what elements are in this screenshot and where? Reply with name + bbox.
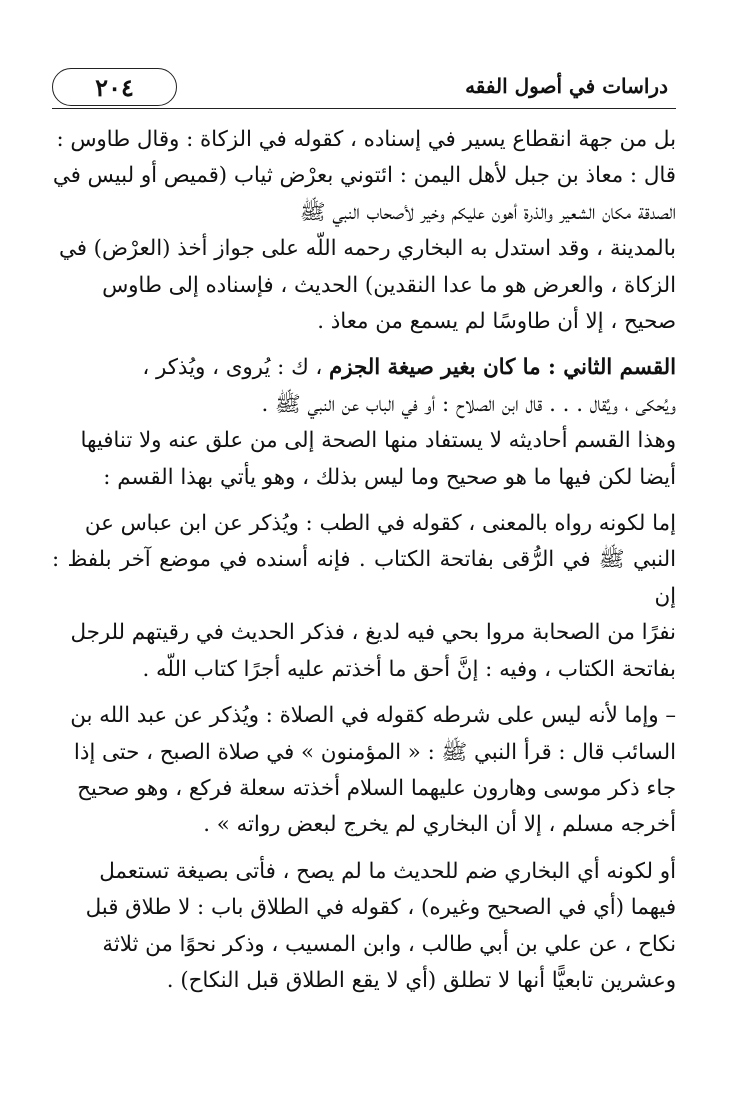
text-line: بل من جهة انقطاع يسير في إسناده ، كقوله في الزكاة : وقال طاوس : (56, 127, 676, 152)
text-line: وعشرين تابعيًّا أنها لا تطلق (أي لا يقع الطلاق قبل النكاح) . (166, 967, 676, 993)
paragraph-5 (52, 854, 676, 1000)
text-line: فيهما (أي في الصحيح وغيره) ، كقوله في الطلاق باب : لا طلاق قبل (85, 895, 676, 921)
text-line: الصدقة مكان الشعير والذرة أهون عليكم وخير لأصحاب النبي ﷺ (299, 199, 676, 225)
text-line: السائب قال : قرأ النبي ﷺ : « المؤمنون » في صلاة الصبح ، حتى إذا (73, 739, 676, 765)
paragraph-4 (52, 698, 676, 844)
text-line: جاء ذكر موسى وهارون عليهما السلام أخذته سعلة فركع ، وهو صحيح (77, 775, 676, 801)
page-header (52, 62, 676, 114)
text-line: وهذا القسم أحاديثه لا يستفاد منها الصحة إلى من علق عنه ولا تنافيها (80, 428, 676, 454)
heading-continuation: ، ك : يُروى ، ويُذكر ، (142, 355, 330, 381)
text-line: صحيح ، إلا أن طاوسًا لم يسمع من معاذ . (317, 309, 676, 335)
text-line: ويُحكى ، ويُقال . . . قال ابن الصلاح : أو في الباب عن النبي ﷺ . (261, 391, 676, 417)
text-line: الزكاة ، والعرض هو ما عدا النقدين) الحديث ، فإسناده إلى طاوس (102, 272, 676, 298)
text-line: أخرجه مسلم ، إلا أن البخاري لم يخرج لبعض رواته » . (203, 812, 676, 838)
text-line: النبي ﷺ في الرُّقى بفاتحة الكتاب . فإنه أسنده في موضع آخر بلفظ : إن (52, 547, 676, 609)
text-line (52, 350, 676, 386)
header-divider (52, 108, 676, 109)
page-body (52, 122, 676, 999)
text-line: قال : معاذ بن جبل لأهل اليمن : ائتوني بعرْض ثياب (قميص أو لبيس في (52, 163, 676, 189)
text-line: نكاح ، عن علي بن أبي طالب ، وابن المسيب ، وذكر نحوًا من ثلاثة (102, 931, 676, 957)
paragraph-1 (52, 122, 676, 340)
text-line: بفاتحة الكتاب ، وفيه : إنَّ أحق ما أخذتم عليه أجرًا كتاب اللّه . (142, 656, 676, 682)
text-line: بالمدينة ، وقد استدل به البخاري رحمه اللّه على جواز أخذ (العرْض) في (58, 236, 676, 262)
paragraph-3 (52, 506, 676, 688)
page-number: ٢٠٤ (95, 72, 134, 102)
page-number-badge (52, 68, 177, 106)
text-line: – وإما لأنه ليس على شرطه كقوله في الصلاة : ويُذكر عن عبد الله بن (70, 703, 676, 729)
paragraph-2 (52, 350, 676, 496)
text-line: نفرًا من الصحابة مروا بحي فيه لديغ ، فذكر الحديث في رقيتهم للرجل (70, 620, 676, 646)
text-line: إما لكونه رواه بالمعنى ، كقوله في الطب : ويُذكر عن ابن عباس عن (84, 511, 676, 537)
section-heading: القسم الثاني : ما كان بغير صيغة الجزم (329, 355, 676, 381)
text-line: أو لكونه أي البخاري ضم للحديث ما لم يصح ، فأتى بصيغة تستعمل (99, 858, 676, 884)
text-line: أيضا لكن فيها ما هو صحيح وما ليس بذلك ، وهو يأتي بهذا القسم : (103, 464, 676, 490)
running-title: دراسات في أصول الفقه (465, 74, 668, 98)
